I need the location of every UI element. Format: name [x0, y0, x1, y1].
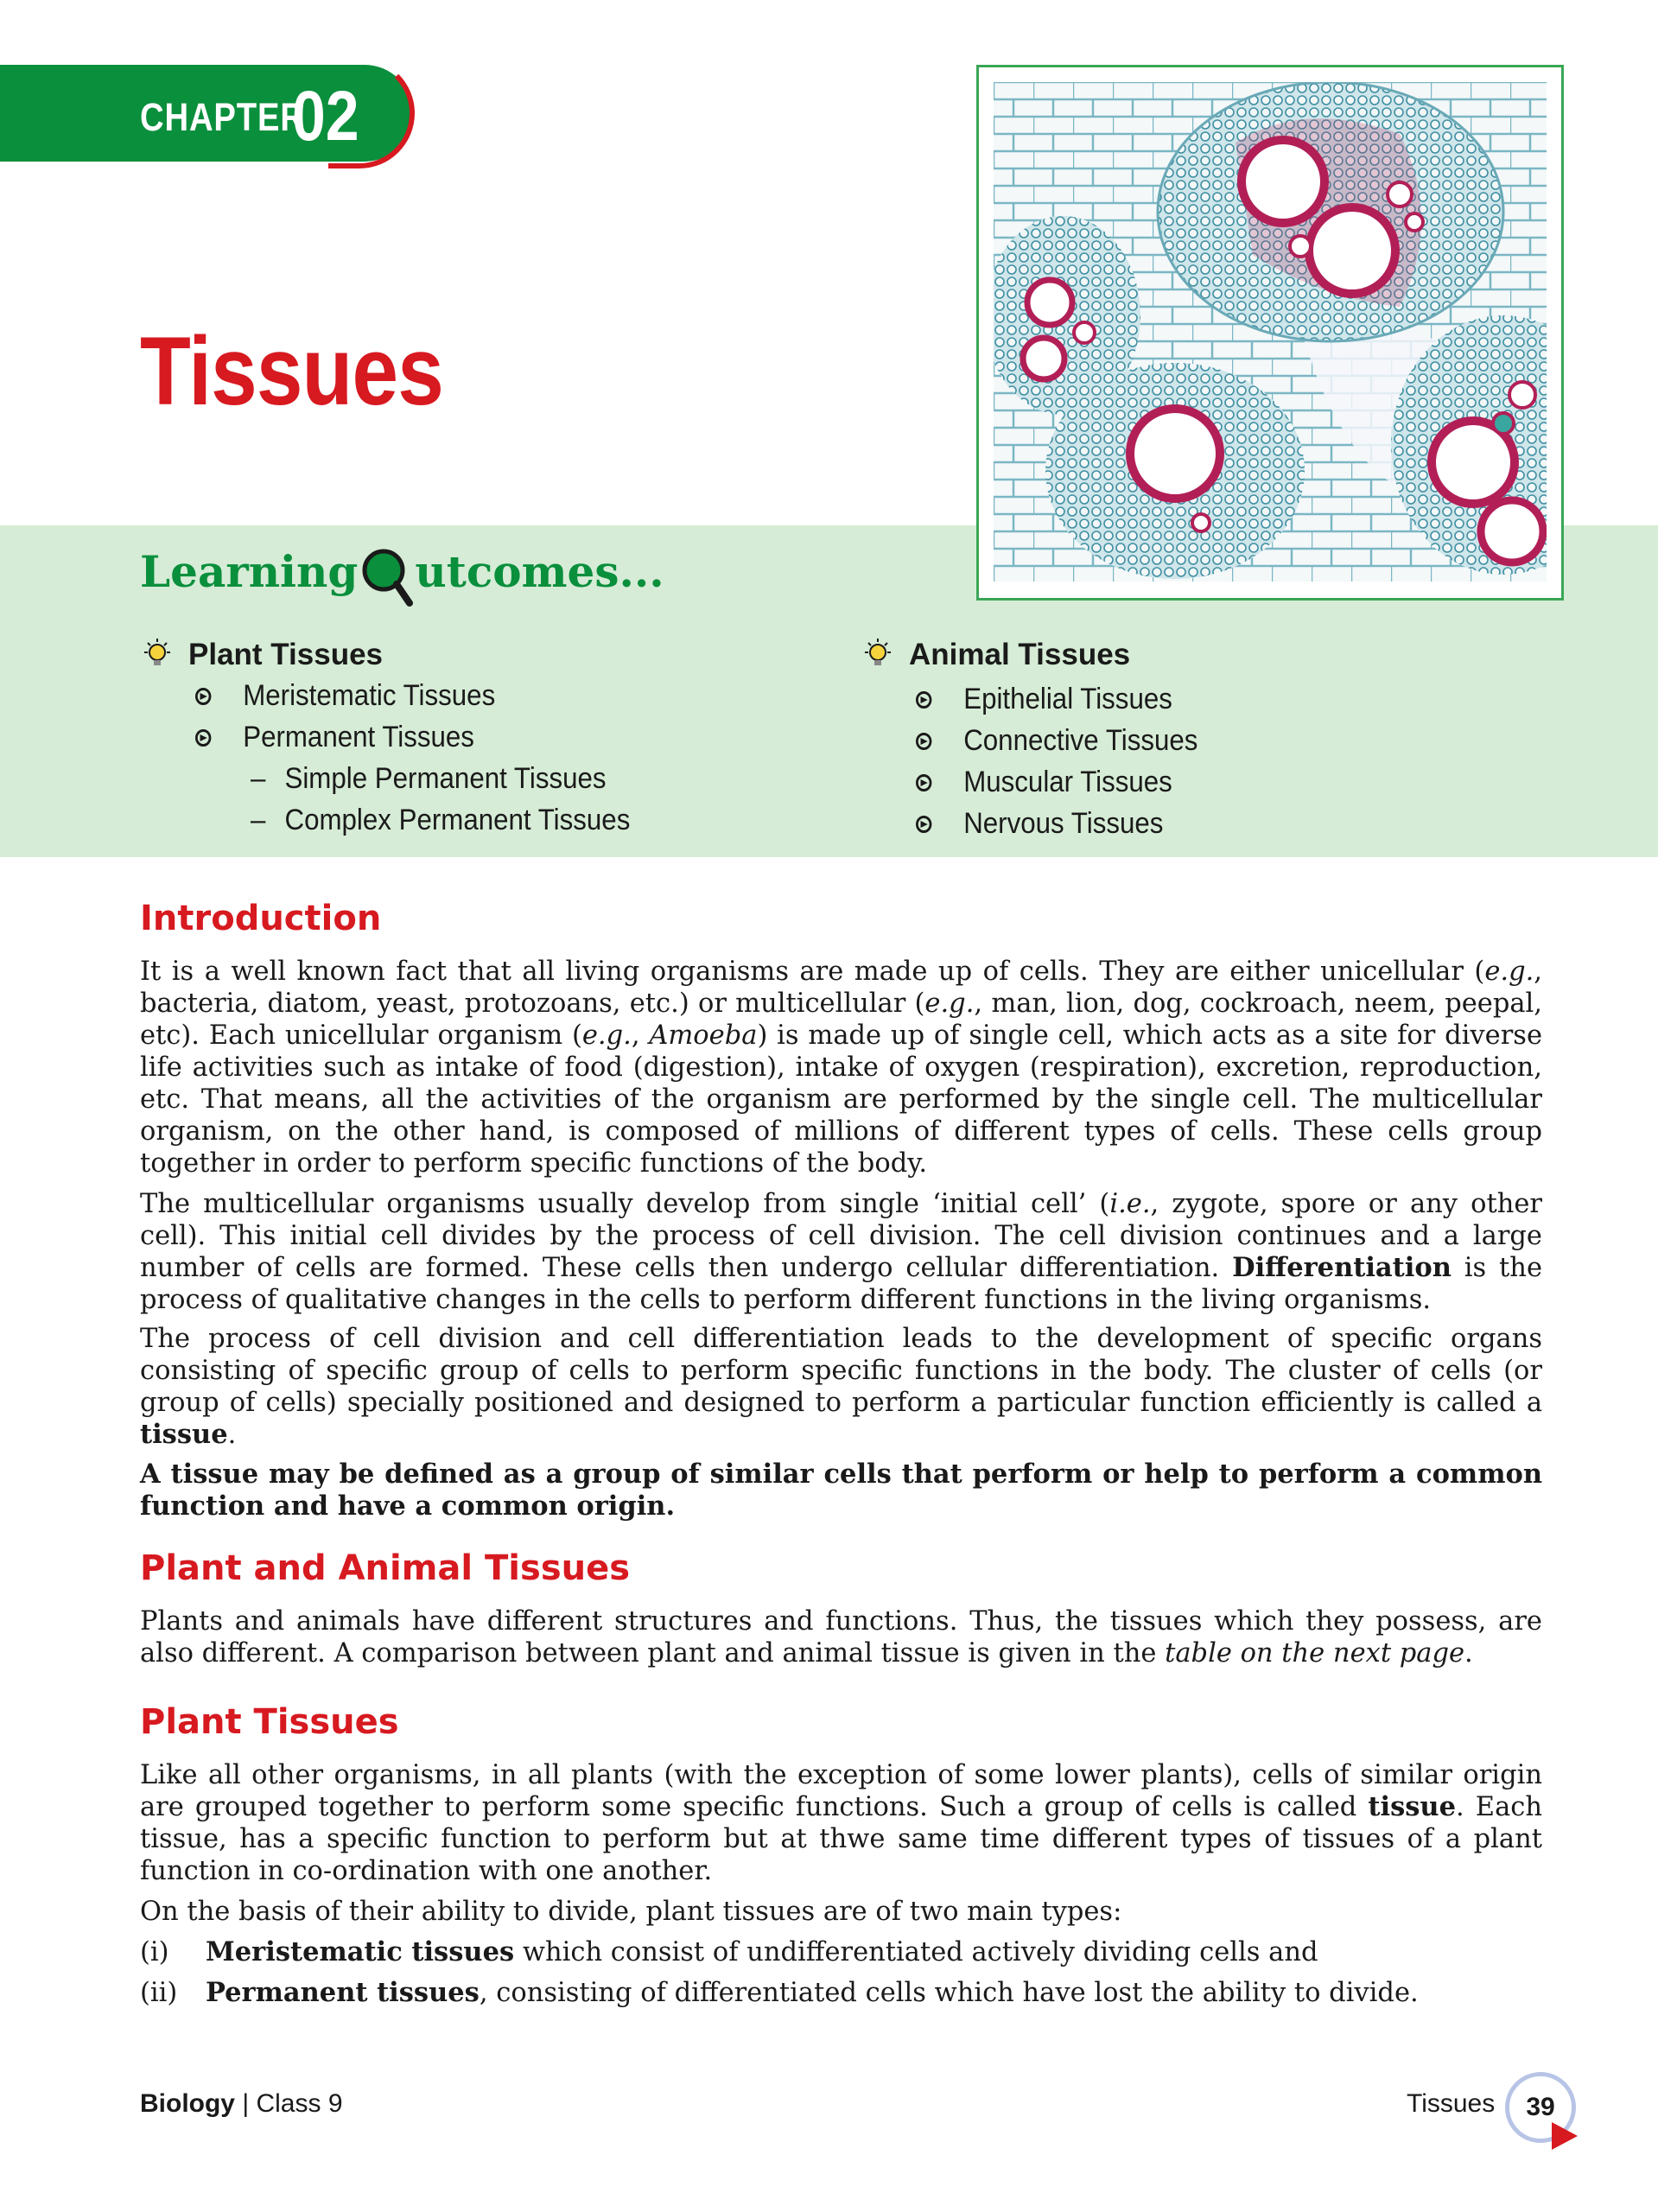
outcomes-animal-item: Connective Tissues [916, 724, 1197, 758]
outcomes-title-part1: Learning [140, 545, 359, 597]
chapter-label: CHAPTER [140, 95, 305, 139]
outcomes-plant-heading: Plant Tissues [140, 638, 383, 672]
outcomes-animal-item: Muscular Tissues [916, 766, 1172, 799]
arrow-bullet-icon [195, 729, 211, 747]
footer-chapter-name: Tissues [1407, 2089, 1496, 2118]
arrow-bullet-icon [195, 688, 211, 705]
outcomes-plant-item: Meristematic Tissues [195, 679, 495, 713]
plant-tissue-list-item: (ii) Permanent tissues, consisting of differentiated cells which have lost the ability to divide. [140, 1977, 1419, 2008]
arrow-bullet-icon [916, 733, 931, 750]
outcomes-animal-item: Nervous Tissues [916, 807, 1163, 841]
page-arrow-icon [1552, 2122, 1578, 2150]
outcomes-plant-subitem: – Complex Permanent Tissues [251, 804, 631, 836]
arrow-bullet-icon [916, 691, 931, 709]
page-title: Tissues [140, 317, 443, 425]
plant-tissues-paragraph-1: Like all other organisms, in all plants (with the exception of some lower plants), cells of similar origin are grouped together to perform some specific functions. Such a group of cells is called tissue. Each tissue, has a specific function to perform but at thwe same time different types of tissues of a plant function in co-ordination with one another. [140, 1760, 1542, 1886]
magnifier-icon [359, 544, 413, 598]
learning-outcomes-title [140, 544, 664, 598]
outcomes-plant-item: Permanent Tissues [195, 721, 474, 754]
page-number: 39 [1505, 2072, 1576, 2143]
outcomes-animal-item: Epithelial Tissues [916, 683, 1172, 716]
section-heading-plant-animal: Plant and Animal Tissues [140, 1548, 631, 1588]
chapter-number: 02 [292, 77, 359, 156]
outcomes-title-part2: utcomes... [415, 545, 664, 597]
intro-paragraph-1: It is a well known fact that all living organisms are made up of cells. They are either unicellular (e.g., bacteria, diatom, yeast, protozoans, etc.) or multicellular (e.g., man, lion, dog, cockroach, neem, peepal, etc). Each unicellular organism (e.g., Amoeba) is made up of single cell, which acts as a site for diverse life activities such as intake of food (digestion), intake of oxygen (respiration), excretion, reproduction, etc. That means, all the activities of the organism are performed by the single cell. The multicellular organism, on the other hand, is composed of millions of different types of cells. These cells group together in order to perform specific functions of the body. [140, 957, 1542, 1179]
lightbulb-icon [140, 638, 175, 672]
intro-paragraph-2: The multicellular organisms usually develop from single ‘initial cell’ (i.e., zygote, spore or any other cell). This initial cell divides by the process of cell division. The cell division continues and a large number of cells are formed. These cells then undergo cellular differentiation. Differentiation is the process of qualitative changes in the cells to perform different functions in the living organisms. [140, 1189, 1543, 1315]
section-heading-plant-tissues: Plant Tissues [140, 1702, 399, 1742]
plant-tissue-list-item: (i) Meristematic tissues which consist of undifferentiated actively dividing cells and [140, 1936, 1318, 1967]
outcomes-animal-heading: Animal Tissues [861, 638, 1130, 672]
section-heading-introduction: Introduction [140, 899, 382, 938]
tissue-definition: A tissue may be defined as a group of similar cells that perform or help to perform a common function and have a common origin. [140, 1459, 1542, 1522]
arrow-bullet-icon [916, 774, 931, 791]
tissue-micrograph-image [994, 82, 1547, 582]
lightbulb-icon [861, 638, 895, 672]
arrow-bullet-icon [916, 816, 931, 833]
plant-tissues-paragraph-2: On the basis of their ability to divide, plant tissues are of two main types: [140, 1897, 1122, 1927]
footer-subject-class: Biology | Class 9 [140, 2089, 343, 2118]
outcomes-plant-subitem: – Simple Permanent Tissues [251, 762, 607, 795]
intro-paragraph-3: The process of cell division and cell differentiation leads to the development of specific organs consisting of specific group of cells to perform specific functions in the body. The cluster of cells (or group of cells) specially positioned and designed to perform a particular function efficiently is called a tissue. [140, 1324, 1542, 1450]
plant-animal-paragraph: Plants and animals have different structures and functions. Thus, the tissues which they possess, are also different. A comparison between plant and animal tissue is given in the table on the next page. [140, 1606, 1542, 1669]
